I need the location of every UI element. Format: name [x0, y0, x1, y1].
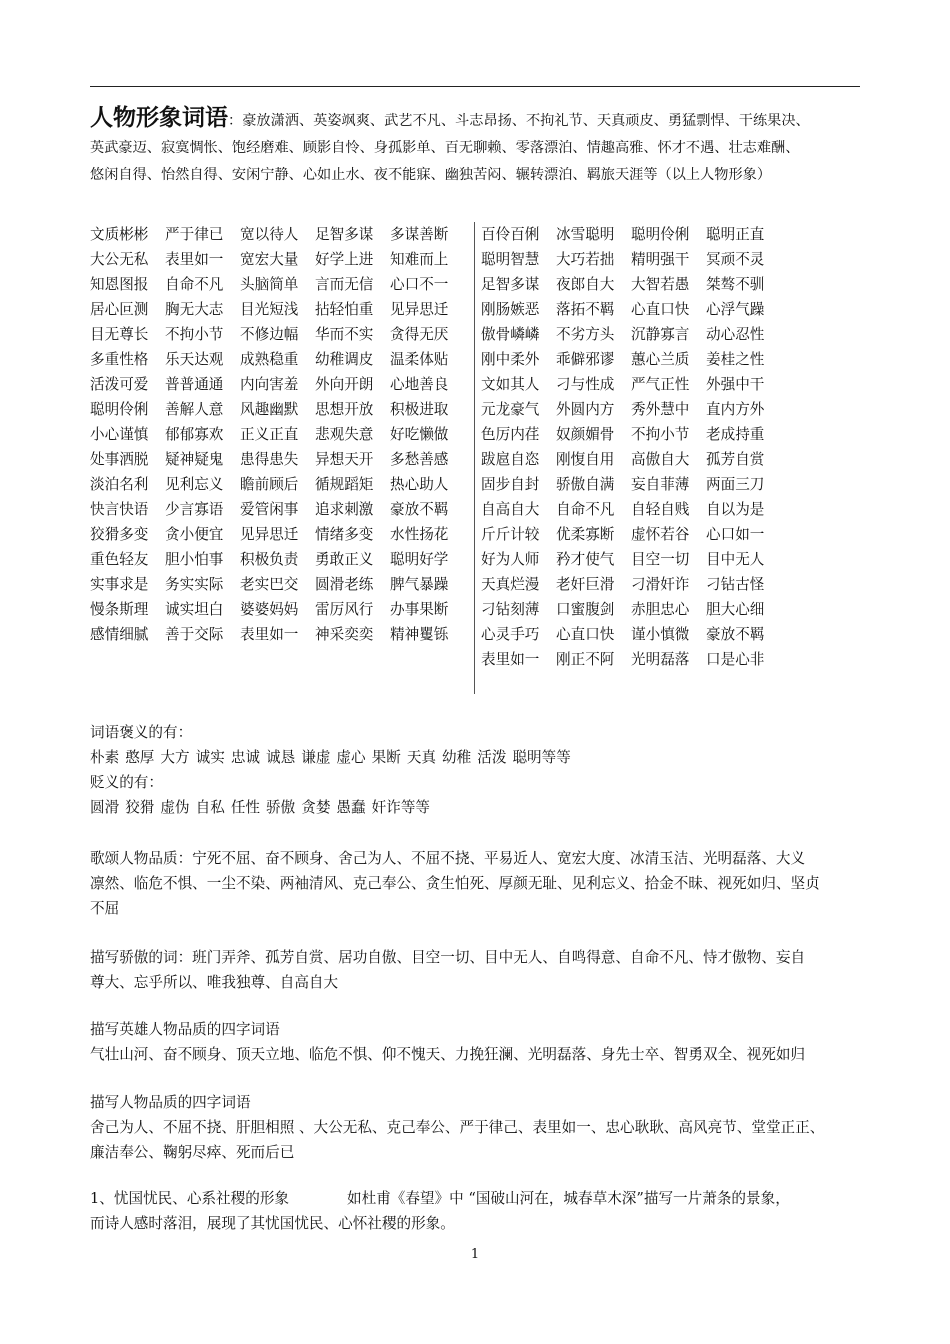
table-cell: 妄自菲薄 — [631, 476, 690, 493]
table-cell: 宽以待人 — [240, 226, 299, 243]
arrogance-paragraph — [90, 945, 865, 995]
table-cell: 落拓不羁 — [556, 301, 615, 318]
table-cell: 婆婆妈妈 — [240, 601, 299, 618]
table-row — [90, 622, 465, 647]
table-cell: 患得患失 — [240, 451, 299, 468]
character-line: 舍己为人、不屈不挠、肝胆相照 、大公无私、克己奉公、严于律己、表里如一、忠心耿耿、高风亮节、堂堂正正、 — [90, 1119, 825, 1136]
table-cell: 不拘小节 — [631, 426, 690, 443]
table-cell: 不劣方头 — [556, 326, 615, 343]
table-cell: 贪小便宜 — [165, 526, 224, 543]
table-cell: 诚实坦白 — [165, 601, 224, 618]
table-row — [481, 472, 781, 497]
table-cell: 表里如一 — [165, 251, 224, 268]
table-cell: 百伶百俐 — [481, 226, 540, 243]
table-row — [481, 247, 781, 272]
table-cell: 外圆内方 — [556, 401, 615, 418]
table-cell: 普普通通 — [165, 376, 224, 393]
table-row — [481, 647, 781, 672]
table-cell: 大公无私 — [90, 251, 149, 268]
table-row — [90, 547, 465, 572]
table-cell: 色厉内荏 — [481, 426, 540, 443]
table-cell: 拈轻怕重 — [315, 301, 374, 318]
table-cell: 文质彬彬 — [90, 226, 149, 243]
table-cell: 老成持重 — [706, 426, 765, 443]
table-cell: 直内方外 — [706, 401, 765, 418]
heroes-section — [90, 1017, 865, 1067]
table-row — [481, 497, 781, 522]
table-cell: 乖僻邪谬 — [556, 351, 615, 368]
table-row — [481, 522, 781, 547]
qualities-line: 不屈 — [90, 900, 120, 917]
table-cell: 谨小慎微 — [631, 626, 690, 643]
intro-line-1: 人物形象词语：豪放潇洒、英姿飒爽、武艺不凡、斗志昂扬、不拘礼节、天真顽皮、勇猛剽悍、干练果决、 — [90, 104, 810, 131]
word-item: 憨厚 — [125, 749, 155, 766]
table-cell: 积极进取 — [390, 401, 449, 418]
table-cell: 心地善良 — [390, 376, 449, 393]
table-cell: 狡猾多变 — [90, 526, 149, 543]
table-cell: 刁钻古怪 — [706, 576, 765, 593]
table-cell: 刁滑奸诈 — [631, 576, 690, 593]
table-cell: 刚中柔外 — [481, 351, 540, 368]
table-cell: 表里如一 — [240, 626, 299, 643]
table-cell: 情绪多变 — [315, 526, 374, 543]
character-section — [90, 1090, 865, 1165]
table-cell: 多重性格 — [90, 351, 149, 368]
word-item: 活泼 — [477, 749, 507, 766]
table-cell: 骄傲自满 — [556, 476, 615, 493]
table-cell: 办事果断 — [390, 601, 449, 618]
table-cell: 多谋善断 — [390, 226, 449, 243]
table-cell: 豪放不羁 — [706, 626, 765, 643]
table-cell: 光明磊落 — [631, 651, 690, 668]
table-cell: 不拘小节 — [165, 326, 224, 343]
table-cell: 追求刺激 — [315, 501, 374, 518]
qualities-line: 凛然、临危不惧、一尘不染、两袖清风、克己奉公、贪生怕死、厚颜无耻、见利忘义、拾金不昧、视死如归、坚贞 — [90, 875, 820, 892]
table-cell: 跋扈自恣 — [481, 451, 540, 468]
table-cell: 见异思迁 — [240, 526, 299, 543]
qualities-paragraph — [90, 846, 865, 921]
table-cell: 感情细腻 — [90, 626, 149, 643]
table-cell: 自高自大 — [481, 501, 540, 518]
table-cell: 冥顽不灵 — [706, 251, 765, 268]
table-cell: 文如其人 — [481, 376, 540, 393]
word-item: 奸诈等等 — [371, 799, 431, 816]
word-item: 聪明等等 — [512, 749, 571, 766]
table-cell: 郁郁寡欢 — [165, 426, 224, 443]
derog-heading: 贬义的有： — [90, 774, 163, 791]
table-cell: 足智多谋 — [481, 276, 540, 293]
character-line: 廉洁奉公、鞠躬尽瘁、死而后已 — [90, 1144, 295, 1161]
table-cell: 赤胆忠心 — [631, 601, 690, 618]
table-row — [90, 422, 465, 447]
table-cell: 优柔寡断 — [556, 526, 615, 543]
table-row — [90, 222, 465, 247]
intro-line-3: 悠闲自得、怡然自得、安闲宁静、心如止水、夜不能寐、幽独苦闷、辗转漂泊、羁旅天涯等（以上人物形象） — [90, 167, 772, 183]
table-cell: 勇敢正义 — [315, 551, 374, 568]
intro-paragraph — [90, 104, 865, 189]
table-cell: 贪得无厌 — [390, 326, 449, 343]
table-cell: 重色轻友 — [90, 551, 149, 568]
table-cell: 自以为是 — [706, 501, 765, 518]
table-cell: 外向开朗 — [315, 376, 374, 393]
intro-line-2: 英武豪迈、寂寞惆怅、饱经磨难、顾影自怜、身孤影单、百无聊赖、零落漂泊、情趣高雅、怀才不遇、壮志难酬、 — [90, 140, 800, 156]
table-cell: 聪明伶俐 — [631, 226, 690, 243]
table-cell: 活泼可爱 — [90, 376, 149, 393]
table-row — [481, 572, 781, 597]
table-cell: 胸无大志 — [165, 301, 224, 318]
table-row — [90, 472, 465, 497]
table-cell: 精明强干 — [631, 251, 690, 268]
word-item: 朴素 — [90, 749, 120, 766]
table-cell: 水性扬花 — [390, 526, 449, 543]
table-row — [481, 222, 781, 247]
table-cell: 心口如一 — [706, 526, 765, 543]
table-cell: 善于交际 — [165, 626, 224, 643]
table-cell: 冰雪聪明 — [556, 226, 615, 243]
table-cell: 大智若愚 — [631, 276, 690, 293]
word-item: 愚蠢 — [336, 799, 366, 816]
table-cell: 口是心非 — [706, 651, 765, 668]
table-row — [481, 347, 781, 372]
table-cell: 心直口快 — [556, 626, 615, 643]
table-cell: 头脑简单 — [240, 276, 299, 293]
table-cell: 爱管闲事 — [240, 501, 299, 518]
table-cell: 老奸巨滑 — [556, 576, 615, 593]
table-cell: 实事求是 — [90, 576, 149, 593]
word-item: 自私 — [195, 799, 225, 816]
table-row — [481, 322, 781, 347]
table-row — [481, 622, 781, 647]
table-cell: 言而无信 — [315, 276, 374, 293]
qualities-line: 歌颂人物品质：宁死不屈、奋不顾身、舍己为人、不屈不挠、平易近人、宽宏大度、冰清玉洁、光明磊落、大义 — [90, 850, 806, 867]
derog-word-list — [90, 795, 865, 820]
table-row — [90, 597, 465, 622]
table-cell: 自命不凡 — [165, 276, 224, 293]
table-cell: 不修边幅 — [240, 326, 299, 343]
table-cell: 足智多谋 — [315, 226, 374, 243]
praise-section — [90, 720, 865, 820]
table-row — [481, 597, 781, 622]
character-heading: 描写人物品质的四字词语 — [90, 1094, 251, 1111]
table-cell: 雷厉风行 — [315, 601, 374, 618]
table-cell: 表里如一 — [481, 651, 540, 668]
table-cell: 元龙豪气 — [481, 401, 540, 418]
word-item: 骄傲 — [266, 799, 296, 816]
table-row — [481, 297, 781, 322]
table-cell: 秀外慧中 — [631, 401, 690, 418]
word-item: 圆滑 — [90, 799, 120, 816]
table-row — [90, 522, 465, 547]
table-row — [481, 547, 781, 572]
word-item: 虚心 — [336, 749, 366, 766]
table-cell: 固步自封 — [481, 476, 540, 493]
right-word-table — [481, 222, 781, 672]
closing-line-1: 如杜甫《春望》中 “国破山河在，城春草木深”描写一片萧条的景象， — [347, 1190, 790, 1207]
table-cell: 神采奕奕 — [315, 626, 374, 643]
table-cell: 风趣幽默 — [240, 401, 299, 418]
table-cell: 心口不一 — [390, 276, 449, 293]
word-item: 虚伪 — [160, 799, 190, 816]
table-cell: 桀骜不驯 — [706, 276, 765, 293]
table-cell: 热心助人 — [390, 476, 449, 493]
arrogance-line: 描写骄傲的词：班门弄斧、孤芳自赏、居功自傲、目空一切、目中无人、自鸣得意、自命不凡、恃才傲物、妄自 — [90, 949, 806, 966]
table-cell: 口蜜腹剑 — [556, 601, 615, 618]
word-item: 果断 — [371, 749, 401, 766]
table-cell: 刚正不阿 — [556, 651, 615, 668]
closing-paragraph — [90, 1186, 865, 1236]
table-cell: 内向害羞 — [240, 376, 299, 393]
table-row — [90, 572, 465, 597]
table-cell: 老实巴交 — [240, 576, 299, 593]
table-cell: 沉静寡言 — [631, 326, 690, 343]
table-cell: 成熟稳重 — [240, 351, 299, 368]
table-cell: 豪放不羁 — [390, 501, 449, 518]
table-cell: 悲观失意 — [315, 426, 374, 443]
table-cell: 圆滑老练 — [315, 576, 374, 593]
table-cell: 刁与性成 — [556, 376, 615, 393]
table-row — [481, 397, 781, 422]
table-row — [90, 297, 465, 322]
praise-heading: 词语褒义的有： — [90, 724, 193, 741]
table-cell: 傲骨嶙嶙 — [481, 326, 540, 343]
table-cell: 知恩图报 — [90, 276, 149, 293]
table-cell: 严气正性 — [631, 376, 690, 393]
table-cell: 小心谨慎 — [90, 426, 149, 443]
table-cell: 动心忍性 — [706, 326, 765, 343]
table-row — [90, 272, 465, 297]
table-row — [90, 397, 465, 422]
table-cell: 大巧若拙 — [556, 251, 615, 268]
table-cell: 高傲自大 — [631, 451, 690, 468]
page-number: 1 — [470, 1247, 480, 1262]
table-row — [481, 272, 781, 297]
table-row — [90, 447, 465, 472]
left-word-table — [90, 222, 465, 647]
table-cell: 聪明好学 — [390, 551, 449, 568]
table-cell: 务实实际 — [165, 576, 224, 593]
table-cell: 严于律已 — [165, 226, 224, 243]
table-cell: 聪明智慧 — [481, 251, 540, 268]
table-cell: 目光短浅 — [240, 301, 299, 318]
table-cell: 善解人意 — [165, 401, 224, 418]
table-row — [90, 347, 465, 372]
table-cell: 疑神疑鬼 — [165, 451, 224, 468]
word-item: 大方 — [160, 749, 190, 766]
word-item: 谦虚 — [301, 749, 331, 766]
table-cell: 好为人师 — [481, 551, 540, 568]
table-cell: 处事洒脱 — [90, 451, 149, 468]
table-cell: 温柔体贴 — [390, 351, 449, 368]
table-cell: 瞻前顾后 — [240, 476, 299, 493]
table-cell: 好吃懒做 — [390, 426, 449, 443]
table-cell: 心灵手巧 — [481, 626, 540, 643]
table-cell: 目中无人 — [706, 551, 765, 568]
table-cell: 目空一切 — [631, 551, 690, 568]
table-cell: 外强中干 — [706, 376, 765, 393]
table-cell: 华而不实 — [315, 326, 374, 343]
column-divider — [474, 222, 475, 694]
table-cell: 见利忘义 — [165, 476, 224, 493]
table-cell: 好学上进 — [315, 251, 374, 268]
heroes-heading: 描写英雄人物品质的四字词语 — [90, 1021, 280, 1038]
table-cell: 脾气暴躁 — [390, 576, 449, 593]
table-row — [90, 322, 465, 347]
word-item: 诚实 — [195, 749, 225, 766]
table-cell: 刚肠嫉恶 — [481, 301, 540, 318]
table-cell: 矜才使气 — [556, 551, 615, 568]
closing-line-2: 而诗人感时落泪，展现了其忧国忧民、心怀社稷的形象。 — [90, 1215, 455, 1232]
word-item: 狡猾 — [125, 799, 155, 816]
table-cell: 快言快语 — [90, 501, 149, 518]
table-cell: 蕙心兰质 — [631, 351, 690, 368]
table-cell: 聪明正直 — [706, 226, 765, 243]
table-cell: 天真烂漫 — [481, 576, 540, 593]
table-row — [90, 247, 465, 272]
table-row — [481, 372, 781, 397]
table-cell: 居心叵测 — [90, 301, 149, 318]
table-cell: 胆小怕事 — [165, 551, 224, 568]
table-row — [90, 497, 465, 522]
table-cell: 乐天达观 — [165, 351, 224, 368]
table-cell: 心浮气躁 — [706, 301, 765, 318]
table-cell: 异想天开 — [315, 451, 374, 468]
table-cell: 循规蹈矩 — [315, 476, 374, 493]
table-row — [481, 447, 781, 472]
table-cell: 淡泊名利 — [90, 476, 149, 493]
table-cell: 目无尊长 — [90, 326, 149, 343]
table-cell: 刁钻刻薄 — [481, 601, 540, 618]
table-row — [481, 422, 781, 447]
table-cell: 自轻自贱 — [631, 501, 690, 518]
praise-word-list — [90, 745, 865, 770]
table-cell: 奴颜媚骨 — [556, 426, 615, 443]
word-item: 贪婪 — [301, 799, 331, 816]
table-cell: 夜郎自大 — [556, 276, 615, 293]
table-cell: 思想开放 — [315, 401, 374, 418]
word-item: 幼稚 — [442, 749, 472, 766]
top-rule — [90, 86, 860, 87]
table-cell: 斤斤计较 — [481, 526, 540, 543]
table-cell: 少言寡语 — [165, 501, 224, 518]
table-cell: 虚怀若谷 — [631, 526, 690, 543]
table-row — [90, 372, 465, 397]
heroes-line: 气壮山河、奋不顾身、顶天立地、临危不惧、仰不愧天、力挽狂澜、光明磊落、身先士卒、智勇双全、视死如归 — [90, 1046, 806, 1063]
word-item: 忠诚 — [230, 749, 261, 766]
table-cell: 刚愎自用 — [556, 451, 615, 468]
word-item: 任性 — [230, 799, 261, 816]
table-cell: 多愁善感 — [390, 451, 449, 468]
section-title: 人物形象词语 — [90, 104, 228, 131]
table-cell: 宽宏大量 — [240, 251, 299, 268]
table-cell: 慢条斯理 — [90, 601, 149, 618]
table-cell: 幼稚调皮 — [315, 351, 374, 368]
table-cell: 自命不凡 — [556, 501, 615, 518]
table-cell: 姜桂之性 — [706, 351, 765, 368]
table-cell: 胆大心细 — [706, 601, 765, 618]
table-cell: 正义正直 — [240, 426, 299, 443]
table-cell: 心直口快 — [631, 301, 690, 318]
table-cell: 见异思迁 — [390, 301, 449, 318]
table-cell: 孤芳自赏 — [706, 451, 765, 468]
table-cell: 精神矍铄 — [390, 626, 449, 643]
table-cell: 知难而上 — [390, 251, 449, 268]
table-cell: 两面三刀 — [706, 476, 765, 493]
closing-label: 1、忧国忧民、心系社稷的形象 — [90, 1190, 290, 1207]
arrogance-line: 尊大、忘乎所以、唯我独尊、自高自大 — [90, 974, 339, 991]
table-cell: 聪明伶俐 — [90, 401, 149, 418]
table-cell: 积极负责 — [240, 551, 299, 568]
word-item: 天真 — [406, 749, 437, 766]
word-item: 诚恳 — [266, 749, 296, 766]
